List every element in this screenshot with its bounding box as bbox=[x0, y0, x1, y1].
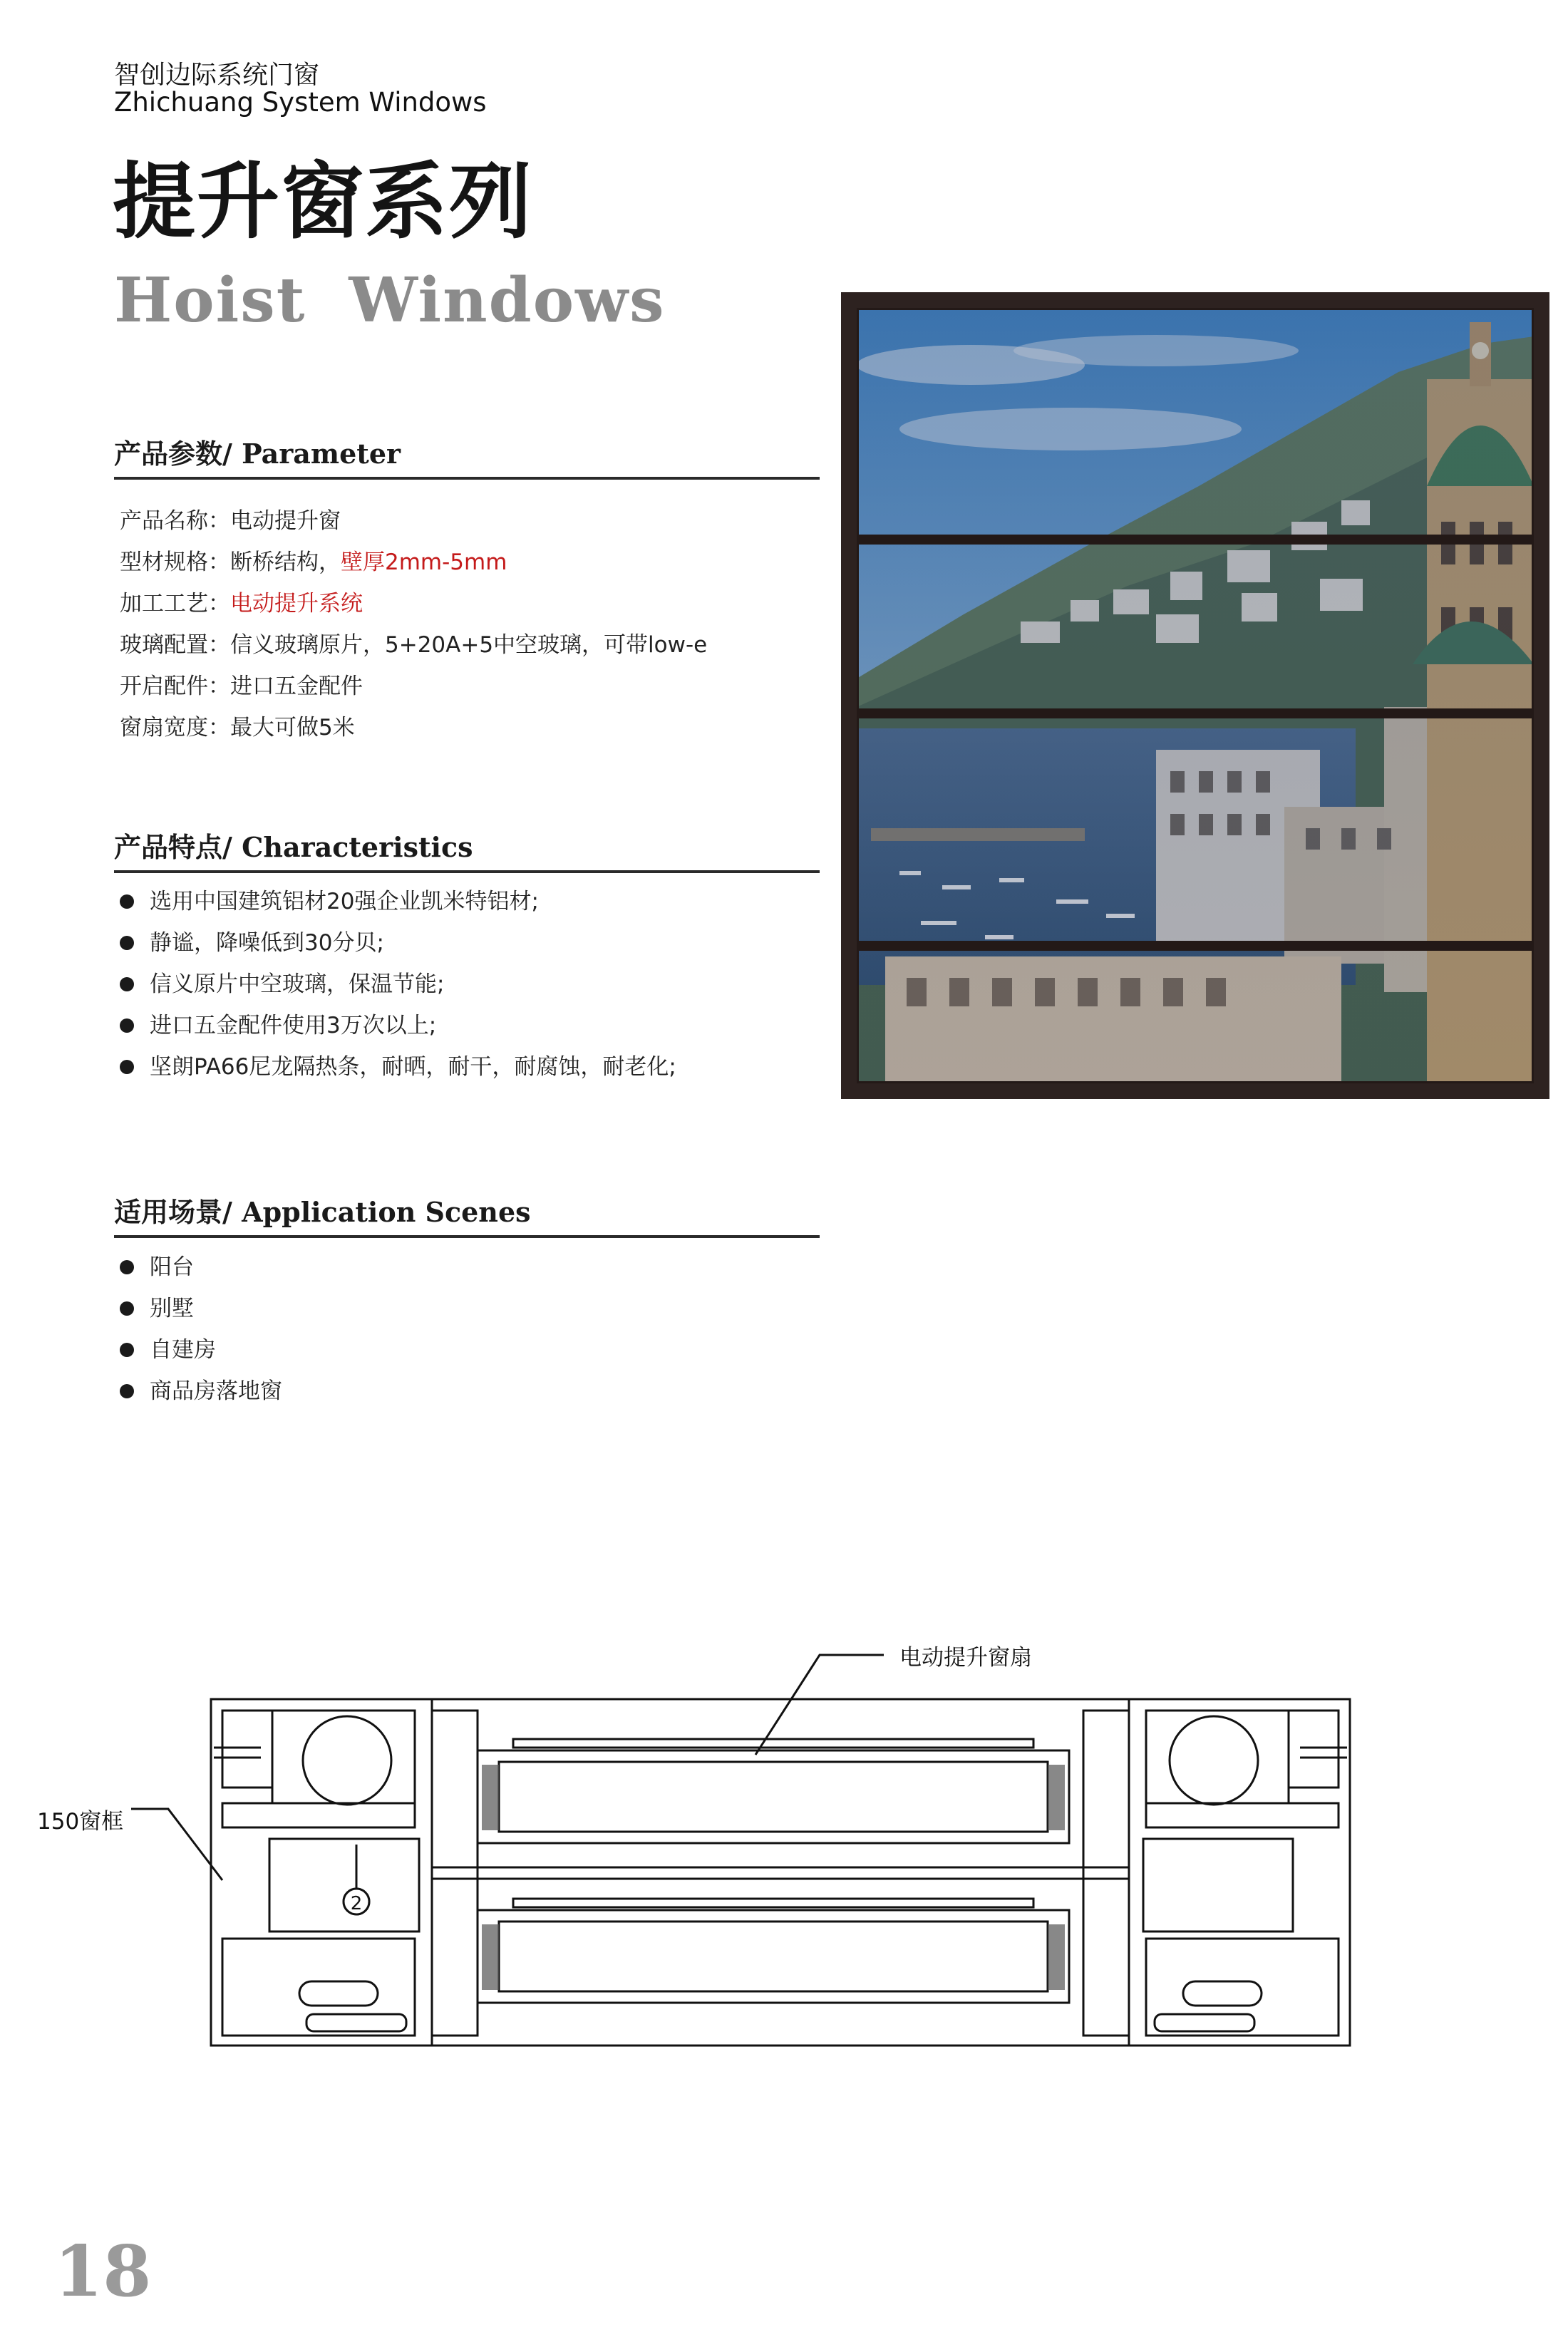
bullet-icon bbox=[120, 977, 134, 991]
list-item bbox=[120, 1247, 282, 1288]
parameter-label: 产品名称： bbox=[120, 508, 230, 534]
list-item-text: 选用中国建筑铝材20强企业凯米特铝材; bbox=[150, 889, 539, 914]
product-photo-window bbox=[841, 292, 1549, 1099]
section-drawing bbox=[0, 1625, 1568, 2095]
list-item bbox=[120, 1046, 676, 1088]
list-item-text: 信义原片中空玻璃，保温节能; bbox=[150, 971, 445, 997]
parameter-value: 电动提升窗 bbox=[230, 508, 341, 534]
parameter-value-highlight: 壁厚2mm-5mm bbox=[341, 550, 507, 575]
parameter-value: 信义玻璃原片，5+20A+5中空玻璃，可带low-e bbox=[230, 632, 708, 658]
section-header-characteristics bbox=[114, 825, 820, 873]
list-item bbox=[120, 1371, 282, 1412]
parameter-row bbox=[120, 707, 707, 748]
parameter-value: 断桥结构， bbox=[230, 550, 341, 575]
brand-name-en: Zhichuang System Windows bbox=[114, 87, 487, 118]
parameter-label: 开启配件： bbox=[120, 674, 230, 699]
parameter-list bbox=[120, 500, 707, 748]
list-item bbox=[120, 1329, 282, 1371]
bullet-icon bbox=[120, 936, 134, 950]
bullet-icon bbox=[120, 1060, 134, 1074]
page-title-cn: 提升窗系列 bbox=[113, 153, 533, 250]
section-header-application bbox=[114, 1190, 820, 1238]
bullet-icon bbox=[120, 1301, 134, 1316]
parameter-label: 窗扇宽度： bbox=[120, 715, 230, 741]
bullet-icon bbox=[120, 894, 134, 909]
bullet-icon bbox=[120, 1384, 134, 1398]
list-item-text: 别墅 bbox=[150, 1296, 194, 1321]
parameter-label: 加工工艺： bbox=[120, 591, 230, 617]
list-item-text: 商品房落地窗 bbox=[150, 1378, 282, 1404]
list-item bbox=[120, 964, 676, 1005]
list-item-text: 坚朗PA66尼龙隔热条，耐晒，耐干，耐腐蚀，耐老化; bbox=[150, 1054, 676, 1080]
bullet-icon bbox=[120, 1018, 134, 1033]
application-list bbox=[120, 1247, 282, 1412]
bullet-icon bbox=[120, 1260, 134, 1274]
parameter-label: 玻璃配置： bbox=[120, 632, 230, 658]
parameter-label: 型材规格： bbox=[120, 550, 230, 575]
section-title-parameter: 产品参数/ Parameter bbox=[114, 438, 401, 470]
list-item-text: 静谧，降噪低到30分贝; bbox=[150, 930, 384, 956]
parameter-value: 最大可做5米 bbox=[230, 715, 355, 741]
bullet-icon bbox=[120, 1343, 134, 1357]
list-item-text: 进口五金配件使用3万次以上; bbox=[150, 1013, 437, 1038]
characteristics-list bbox=[120, 881, 676, 1088]
parameter-row bbox=[120, 583, 707, 624]
list-item bbox=[120, 1288, 282, 1329]
brand-name-cn: 智创边际系统门窗 bbox=[114, 61, 320, 90]
window-view-illustration bbox=[857, 308, 1534, 1083]
parameter-row bbox=[120, 624, 707, 666]
page-number: 18 bbox=[54, 2231, 152, 2313]
list-item bbox=[120, 922, 676, 964]
section-title-characteristics: 产品特点/ Characteristics bbox=[114, 831, 473, 863]
marker-number: 2 bbox=[350, 1893, 363, 1914]
callout-sash-label: 电动提升窗扇 bbox=[899, 1645, 1032, 1671]
callout-frame-label: 150窗框 bbox=[37, 1809, 124, 1835]
list-item-text: 自建房 bbox=[150, 1337, 216, 1363]
list-item-text: 阳台 bbox=[150, 1254, 194, 1280]
section-header-parameter bbox=[114, 432, 820, 480]
section-title-application: 适用场景/ Application Scenes bbox=[114, 1196, 531, 1228]
parameter-row bbox=[120, 666, 707, 707]
list-item bbox=[120, 881, 676, 922]
parameter-value: 进口五金配件 bbox=[230, 674, 363, 699]
parameter-row bbox=[120, 500, 707, 542]
list-item bbox=[120, 1005, 676, 1046]
page-title-en: Hoist Windows bbox=[114, 264, 666, 336]
parameter-value-highlight: 电动提升系统 bbox=[230, 591, 363, 617]
parameter-row bbox=[120, 542, 707, 583]
